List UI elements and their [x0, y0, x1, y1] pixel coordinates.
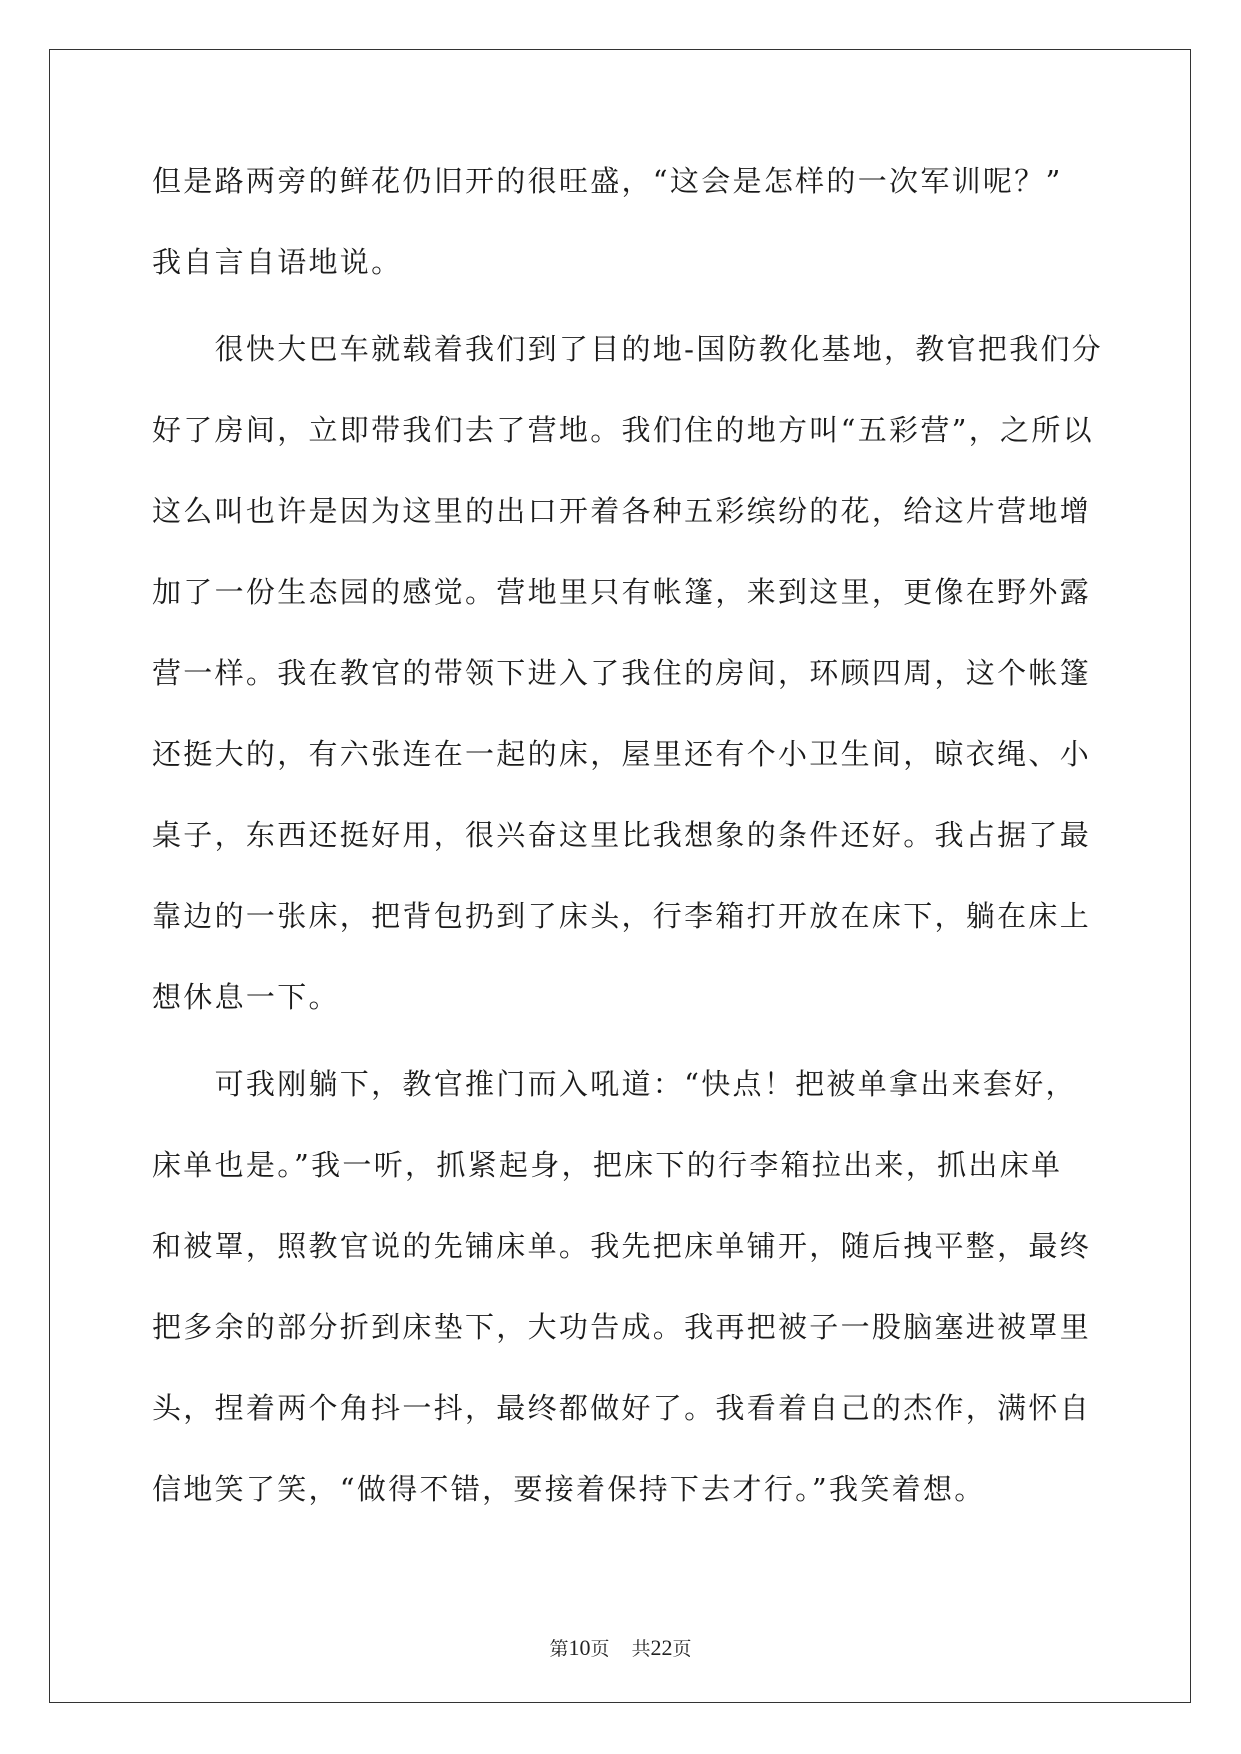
text-line: 想休息一下。	[152, 980, 340, 1014]
paragraph	[152, 1059, 1092, 1545]
page-suffix: 页	[590, 1638, 610, 1660]
total-prefix: 共	[631, 1638, 651, 1660]
text-line: 靠边的一张床，把背包扔到了床头，行李箱打开放在床下，躺在床上	[152, 899, 1092, 933]
text-line: 桌子，东西还挺好用，很兴奋这里比我想象的条件还好。我占据了最	[152, 818, 1092, 852]
text-line: 很快大巴车就载着我们到了目的地-国防教化基地，教官把我们分	[152, 332, 1104, 366]
page-total: 22	[650, 1635, 673, 1660]
paragraph	[152, 324, 1104, 1053]
text-line: 头，捏着两个角抖一抖，最终都做好了。我看着自己的杰作，满怀自	[152, 1391, 1092, 1425]
text-line: 但是路两旁的鲜花仍旧开的很旺盛，“这会是怎样的一次军训呢？”	[152, 164, 1063, 198]
total-suffix: 页	[672, 1638, 692, 1660]
paragraph	[152, 156, 1092, 318]
text-line: 好了房间，立即带我们去了营地。我们住的地方叫“五彩营”，之所以	[152, 413, 1094, 447]
page-prefix: 第	[549, 1638, 569, 1660]
text-line: 加了一份生态园的感觉。营地里只有帐篷，来到这里，更像在野外露	[152, 575, 1092, 609]
text-line: 我自言自语地说。	[152, 245, 403, 279]
text-line: 把多余的部分折到床垫下，大功告成。我再把被子一股脑塞进被罩里	[152, 1310, 1092, 1344]
text-line: 信地笑了笑，“做得不错，要接着保持下去才行。”我笑着想。	[152, 1472, 986, 1506]
text-line: 这么叫也许是因为这里的出口开着各种五彩缤纷的花，给这片营地增	[152, 494, 1092, 528]
page-number: 10	[568, 1635, 591, 1660]
page-footer	[0, 1634, 1241, 1661]
text-line: 营一样。我在教官的带领下进入了我住的房间，环顾四周，这个帐篷	[152, 656, 1092, 690]
document-body	[152, 156, 1104, 1545]
text-line: 可我刚躺下，教官推门而入吼道：“快点！把被单拿出来套好，	[152, 1067, 1077, 1101]
text-line: 还挺大的，有六张连在一起的床，屋里还有个小卫生间，晾衣绳、小	[152, 737, 1092, 771]
text-line: 和被罩，照教官说的先铺床单。我先把床单铺开，随后拽平整，最终	[152, 1229, 1092, 1263]
text-line: 床单也是。”我一听，抓紧起身，把床下的行李箱拉出来，抓出床单	[152, 1148, 1063, 1182]
